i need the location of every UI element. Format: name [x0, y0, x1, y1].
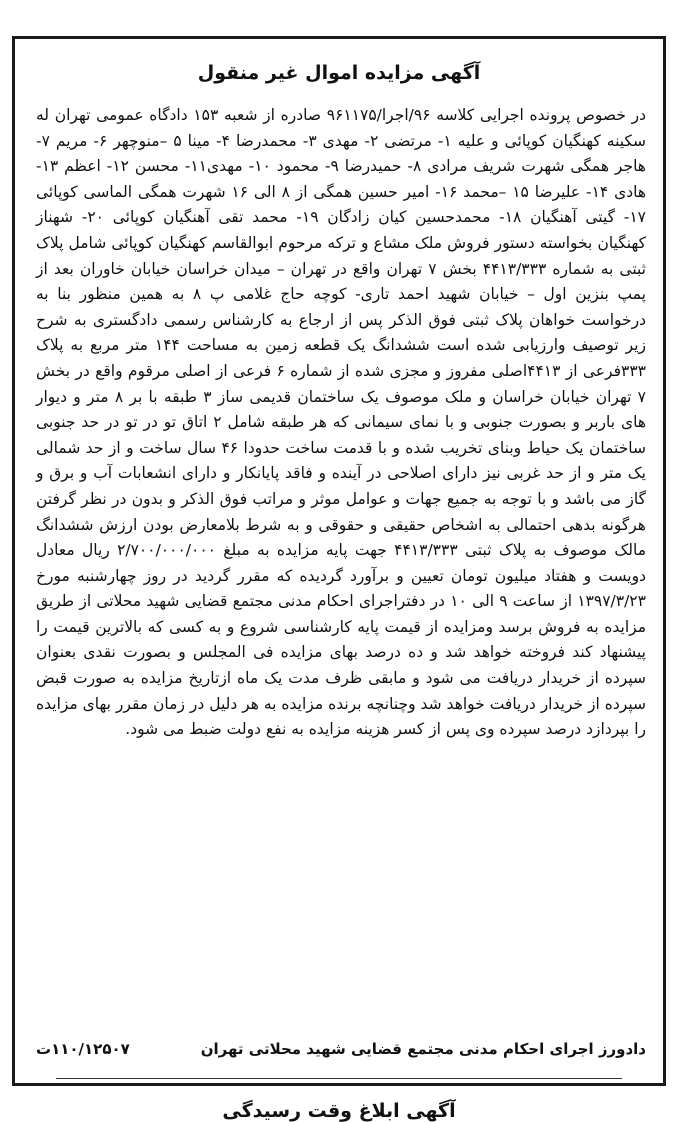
notice-reference: ۱۱۰/۱۲۵۰۷ت	[36, 1040, 130, 1058]
notice-signature: دادورز اجرای احکام مدنی مجتمع قضایی شهید محلاتی تهران	[200, 1040, 646, 1058]
notice-title: آگهی مزایده اموال غیر منقول	[197, 62, 481, 84]
divider-line	[56, 1078, 622, 1079]
notice-body: در خصوص پرونده اجرایی کلاسه ۹۶/اجرا/۹۶۱۱۷۵ صادره از شعبه ۱۵۳ دادگاه عمومی تهران له سکینه کهنگیان کوپائی و علیه ۱- مرتضی ۲- مهدی ۳- محمدرضا ۴- مینا ۵ –منوچهر ۶- مریم ۷- هاجر همگی شهرت شریف مرادی ۸- حمیدرضا ۹- محمود ۱۰- مهدی۱۱- محسن ۱۲- اعظم ۱۳-هادی ۱۴- علیرضا ۱۵ –محمد ۱۶- امیر حسین همگی از ۸ الی ۱۶ شهرت همگی الماسی کوپائی ۱۷- گیتی آهنگیان ۱۸- محمدحسین کیان زادگان ۱۹- محمد تقی آهنگیان کوپائی ۲۰- شهناز کهنگیان بخواسته دستور فروش ملک مشاع و ترکه مرحوم ابوالقاسم کهنگیان کوپائی شامل پلاک ثبتی به شماره ۴۴۱۳/۳۳۳ بخش ۷ تهران واقع در تهران – میدان خراسان خیابان خاوران بعد از پمپ بنزین اول – خیابان شهید احمد تاری- کوچه حاج غلامی پ ۸ به همین منظور بنا به درخواست خواهان پلاک ثبتی فوق الذکر پس از ارجاع به کارشناس رسمی دادگستری به شرح زیر توصیف وارزیابی شده است ششدانگ یک قطعه زمین به مساحت ۱۴۴ متر مربع به پلاک ۳۳۳فرعی از ۴۴۱۳اصلی مفروز و مجزی شده از شماره ۶ فرعی از اصلی مرقوم واقع در بخش ۷ تهران خیابان خراسان و ملک موصوف یک ساختمان قدیمی ساز ۳ طبقه با بر ۸ متر و دیوار های باربر و بصورت جنوبی و با نمای سیمانی که هر طبقه شامل ۲ اتاق تو در تو در حد جنوبی ساختمان یک حیاط وبنای تخریب شده و با قدمت ساخت حدودا ۴۶ سال ساخت و از حد شمالی یک متر و از حد غربی نیز دارای اصلاحی در آینده و فاقد پایانکار و دارای انشعابات آب و برق و گاز می باشد و با توجه به جمیع جهات و عوامل موثر و مراتب فوق الذکر و بدون در نظر گرفتن هرگونه بدهی احتمالی به اشخاص حقیقی و حقوقی و به شرط بلامعارض بودن ارزش ششدانگ مالک موصوف به پلاک ثبتی ۴۴۱۳/۳۳۳ جهت پایه مزایده به مبلغ ۲/۷۰۰/۰۰۰/۰۰۰ ریال معادل دویست و هفتاد میلیون تومان تعیین و برآورد گردیده که مقرر گردید در روز چهارشنبه مورخ ۱۳۹۷/۳/۲۳ از ساعت ۹ الی ۱۰ در دفتراجرای احکام مدنی مجتمع قضایی شهید محلاتی از طریق مزایده به فروش برسد ومزایده از قیمت پایه کارشناسی شروع و به کسی که بالاترین قیمت را پیشنهاد کند فروخته خواهد شد و ده درصد بهای مزایده فی المجلس و بصورت نقدی بعنوان سپرده از خریدار دریافت می شود و مابقی ظرف مدت یک ماه ازتاریخ مزایده به صورت قبض سپرده از خریدار دریافت خواهد شد وچنانچه برنده مزایده به هر دلیل در زمان مقرر بهای مزایده را بپردازد درصد سپرده وی پس از کسر هزینه مزایده به نفع دولت ضبط می شود.	[36, 106, 647, 739]
next-notice-title: آگهی ابلاغ وقت رسیدگی	[222, 1100, 456, 1122]
notice-footer	[36, 1040, 646, 1058]
